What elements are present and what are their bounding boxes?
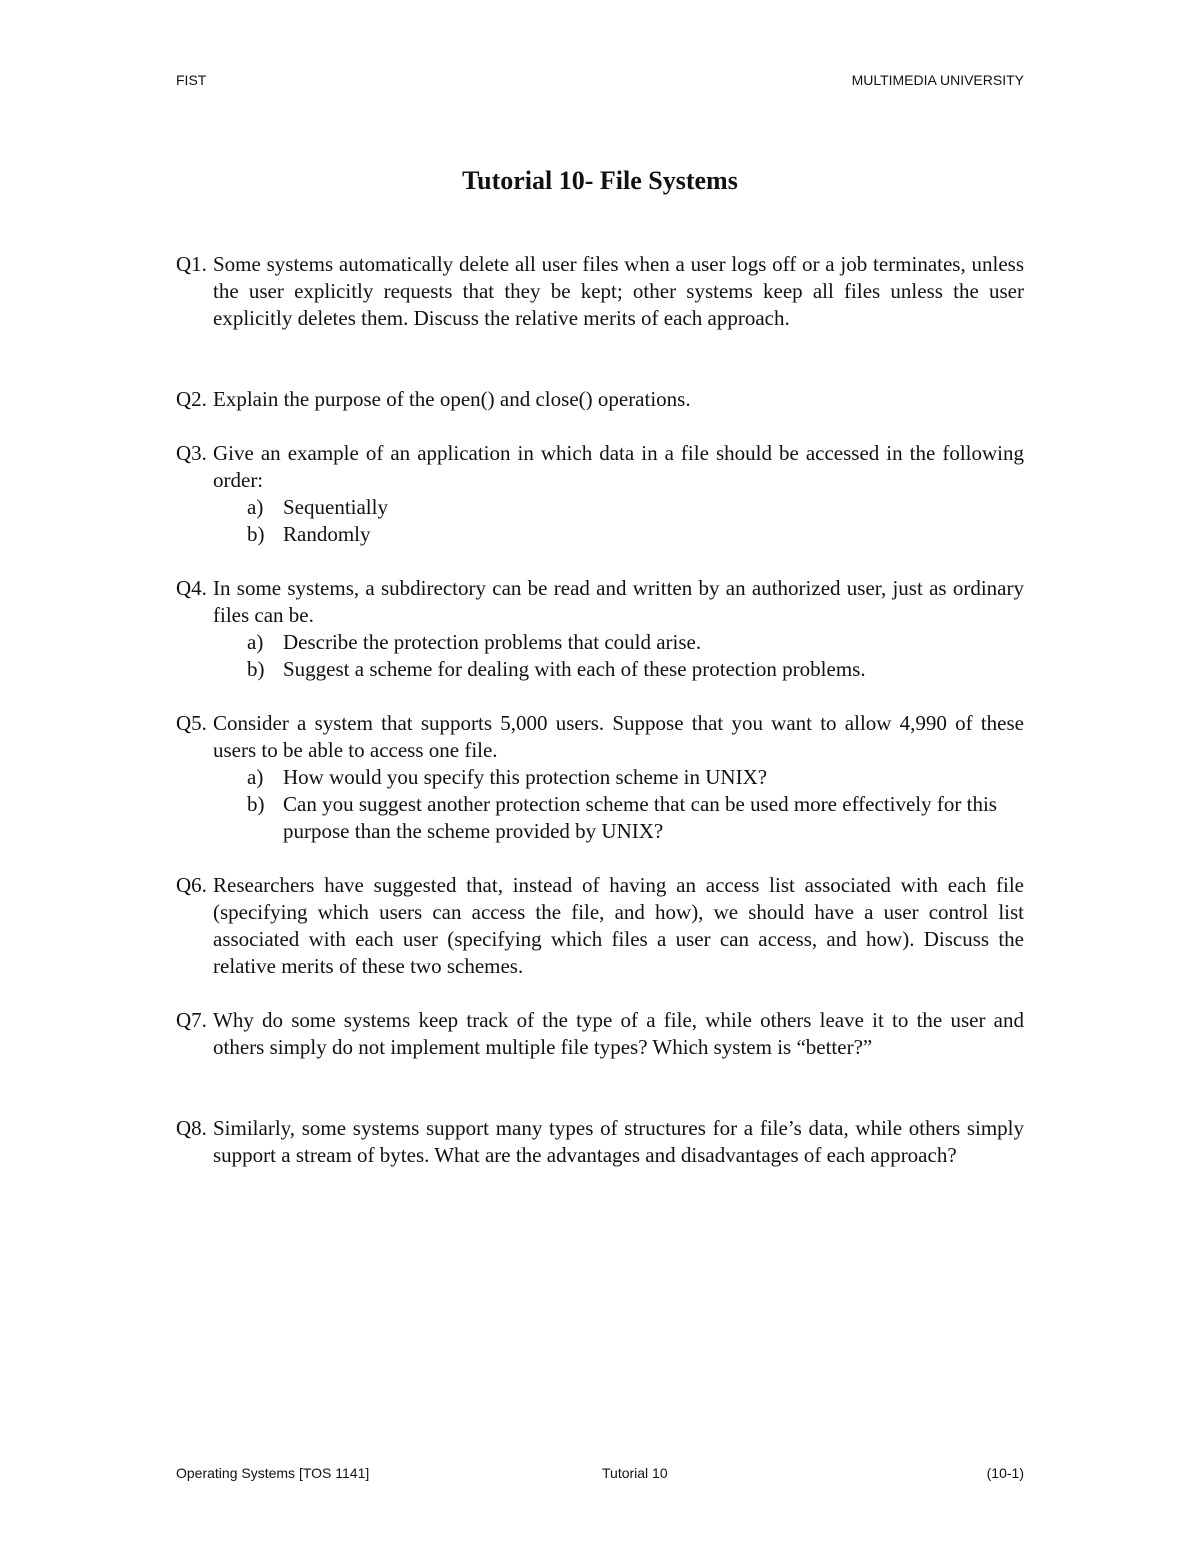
sub-item [176, 494, 1024, 521]
sub-item [176, 629, 1024, 656]
page-title: Tutorial 10- File Systems [462, 166, 738, 195]
question-label: Q1. [176, 252, 207, 276]
question-text: Similarly, some systems support many types of structures for a file’s data, while others simply support a stream of bytes. What are the advantages and disadvantages of each approach? [213, 1116, 1024, 1167]
sub-item [176, 521, 1024, 548]
footer-course: Operating Systems [TOS 1141] [176, 1465, 370, 1481]
question-text: Explain the purpose of the open() and close() operations. [213, 387, 691, 411]
sub-item-label: b) [247, 522, 265, 546]
header-left: FIST [176, 72, 207, 88]
question-6 [176, 872, 1024, 980]
question-label: Q8. [176, 1116, 207, 1140]
question-text: Some systems automatically delete all user files when a user logs off or a job terminates, unless the user explicitly requests that they be kept; other systems keep all files unless the user explicitly deletes them. Discuss the relative merits of each approach. [213, 252, 1024, 330]
header-right: MULTIMEDIA UNIVERSITY [851, 72, 1024, 88]
sub-item [176, 656, 1024, 683]
question-text: Why do some systems keep track of the type of a file, while others leave it to the user and others simply do not implement multiple file types? Which system is “better?” [213, 1008, 1024, 1059]
question-text: In some systems, a subdirectory can be read and written by an authorized user, just as ordinary files can be. [213, 576, 1024, 627]
sub-item-text: Suggest a scheme for dealing with each of these protection problems. [283, 657, 866, 681]
question-3 [176, 440, 1024, 548]
sub-item [176, 764, 1024, 791]
question-label: Q7. [176, 1008, 207, 1032]
question-text: Consider a system that supports 5,000 users. Suppose that you want to allow 4,990 of these users to be able to access one file. [213, 711, 1024, 762]
footer-tutorial: Tutorial 10 [602, 1465, 668, 1481]
question-label: Q4. [176, 576, 207, 600]
sub-item-text: Randomly [283, 522, 371, 546]
sub-item [176, 791, 1024, 845]
sub-item-text: Sequentially [283, 495, 388, 519]
question-1 [176, 251, 1024, 332]
question-label: Q5. [176, 711, 207, 735]
sub-item-text: How would you specify this protection scheme in UNIX? [283, 765, 768, 789]
sub-item-label: b) [247, 792, 265, 816]
question-4 [176, 575, 1024, 683]
question-text: Researchers have suggested that, instead of having an access list associated with each file (specifying which users can access the file, and how), we should have a user control list associated with each user (specifying which files a user can access, and how). Discuss the relative merits of these two schemes. [213, 873, 1024, 978]
question-8 [176, 1115, 1024, 1169]
question-5 [176, 710, 1024, 845]
sub-item-label: a) [247, 495, 264, 519]
question-label: Q3. [176, 441, 207, 465]
footer-page-number: (10-1) [986, 1465, 1024, 1481]
sub-item-label: a) [247, 765, 264, 789]
question-label: Q2. [176, 387, 207, 411]
sub-item-text: Describe the protection problems that could arise. [283, 630, 702, 654]
question-label: Q6. [176, 873, 207, 897]
question-2 [176, 386, 1024, 413]
question-text: Give an example of an application in which data in a file should be accessed in the following order: [213, 441, 1024, 492]
question-7 [176, 1007, 1024, 1061]
sub-item-label: a) [247, 630, 264, 654]
sub-item-label: b) [247, 657, 265, 681]
sub-item-text: Can you suggest another protection scheme that can be used more effectively for this purpose than the scheme provided by UNIX? [283, 792, 997, 843]
